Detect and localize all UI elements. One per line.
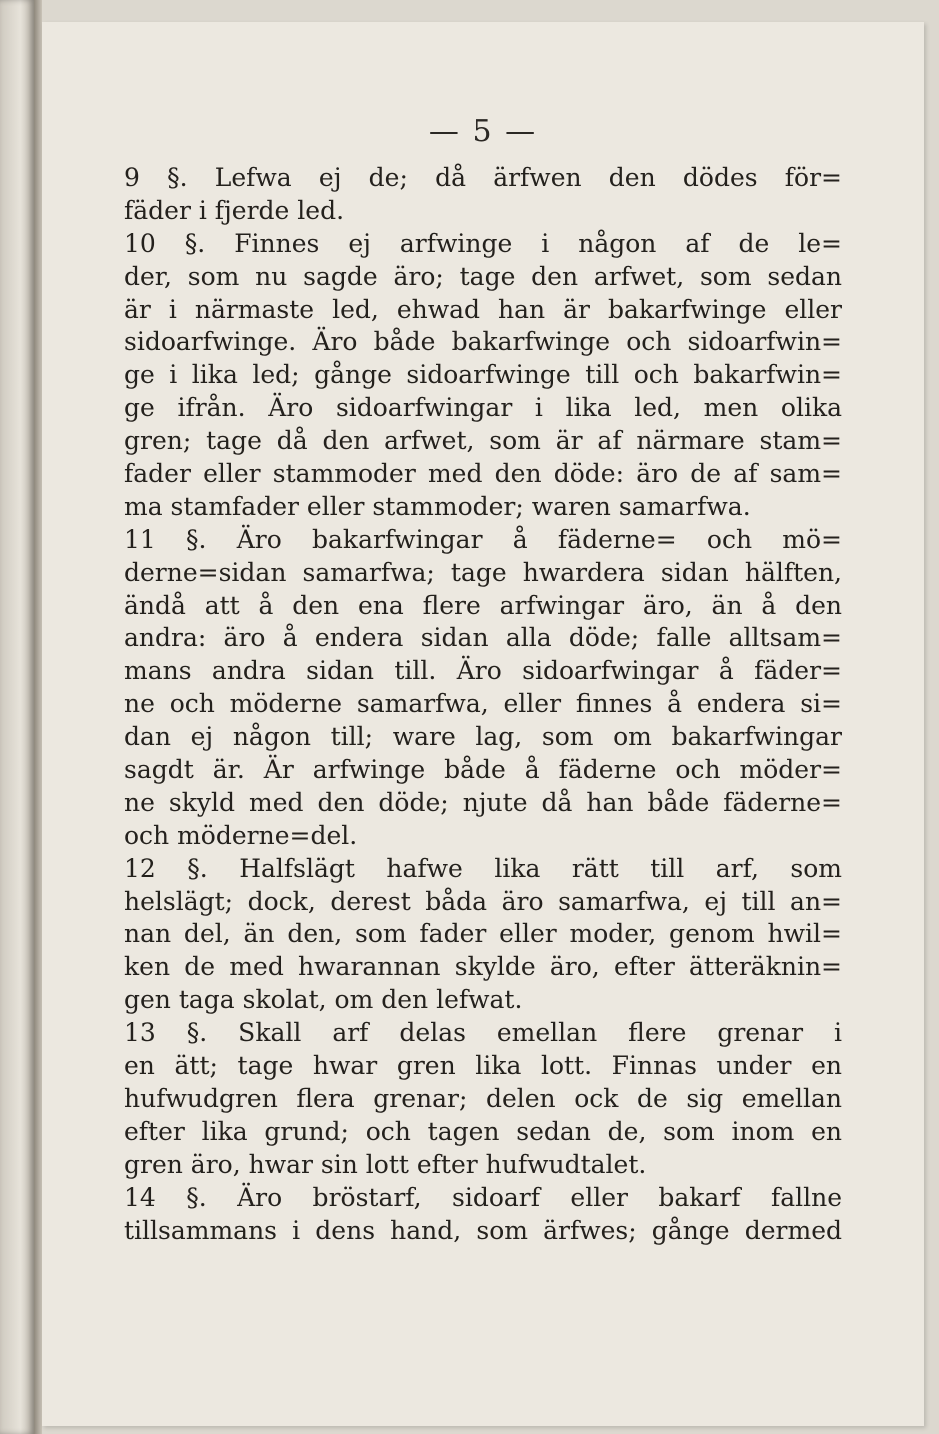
text-line: sidoarfwinge. Äro både bakarfwinge och sidoarfwin=: [124, 327, 842, 357]
text-line: 12 §. Halfslägt hafwe lika rätt till arf, som: [124, 853, 842, 883]
text-line: dan ej någon till; ware lag, som om bakarfwingar: [124, 722, 842, 752]
text-line: hufwudgren flera grenar; delen ock de sig emellan: [124, 1083, 842, 1113]
text-line: gren äro, hwar sin lott efter hufwudtalet.: [124, 1149, 647, 1179]
text-line: gen taga skolat, om den lefwat.: [124, 985, 523, 1015]
text-line: gren; tage då den arfwet, som är af närmare stam=: [124, 426, 842, 456]
text-line: fäder i fjerde led.: [124, 195, 345, 225]
text-line: 11 §. Äro bakarfwingar å fäderne= och mö=: [124, 524, 842, 554]
text-line: sagdt är. Är arfwinge både å fäderne och möder=: [124, 755, 842, 785]
text-line: är i närmaste led, ehwad han är bakarfwinge eller: [124, 294, 842, 324]
text-line: tillsammans i dens hand, som ärfwes; gånge dermed: [124, 1215, 842, 1245]
text-line: ne skyld med den döde; njute då han både fäderne=: [124, 787, 842, 817]
book-page: [42, 22, 924, 1426]
text-line: mans andra sidan till. Äro sidoarfwingar å fäder=: [124, 656, 842, 686]
book-gutter: [34, 0, 42, 1434]
text-line: ändå att å den ena flere arfwingar äro, än å den: [124, 590, 842, 620]
text-line: derne=sidan samarfwa; tage hwardera sidan hälften,: [124, 557, 842, 587]
text-line: efter lika grund; och tagen sedan de, som inom en: [124, 1116, 842, 1146]
text-line: 13 §. Skall arf delas emellan flere grenar i: [124, 1018, 842, 1048]
page-number: — 5 —: [428, 114, 538, 149]
text-line: ne och möderne samarfwa, eller finnes å endera si=: [124, 689, 842, 719]
text-line: ma stamfader eller stammoder; waren samarfwa.: [124, 491, 751, 521]
text-line: nan del, än den, som fader eller moder, genom hwil=: [124, 919, 842, 949]
text-line: ge i lika led; gånge sidoarfwinge till och bakarfwin=: [124, 360, 842, 390]
text-line: 14 §. Äro bröstarf, sidoarf eller bakarf fallne: [124, 1182, 842, 1212]
text-line: andra: äro å endera sidan alla döde; falle alltsam=: [124, 623, 842, 653]
text-line: ken de med hwarannan skylde äro, efter ätteräknin=: [124, 952, 842, 982]
text-line: 10 §. Finnes ej arfwinge i någon af de le=: [124, 228, 842, 258]
text-line: 9 §. Lefwa ej de; då ärfwen den dödes för=: [124, 163, 842, 192]
body-text: [124, 162, 842, 1247]
text-line: och möderne=del.: [124, 820, 358, 850]
adjacent-page-edge: [0, 0, 34, 1434]
text-line: der, som nu sagde äro; tage den arfwet, som sedan: [124, 261, 842, 291]
text-line: helslägt; dock, derest båda äro samarfwa, ej till an=: [124, 886, 842, 916]
text-line: fader eller stammoder med den döde: äro de af sam=: [124, 459, 842, 489]
text-line: en ätt; tage hwar gren lika lott. Finnas under en: [124, 1051, 842, 1081]
text-line: ge ifrån. Äro sidoarfwingar i lika led, men olika: [124, 393, 842, 423]
